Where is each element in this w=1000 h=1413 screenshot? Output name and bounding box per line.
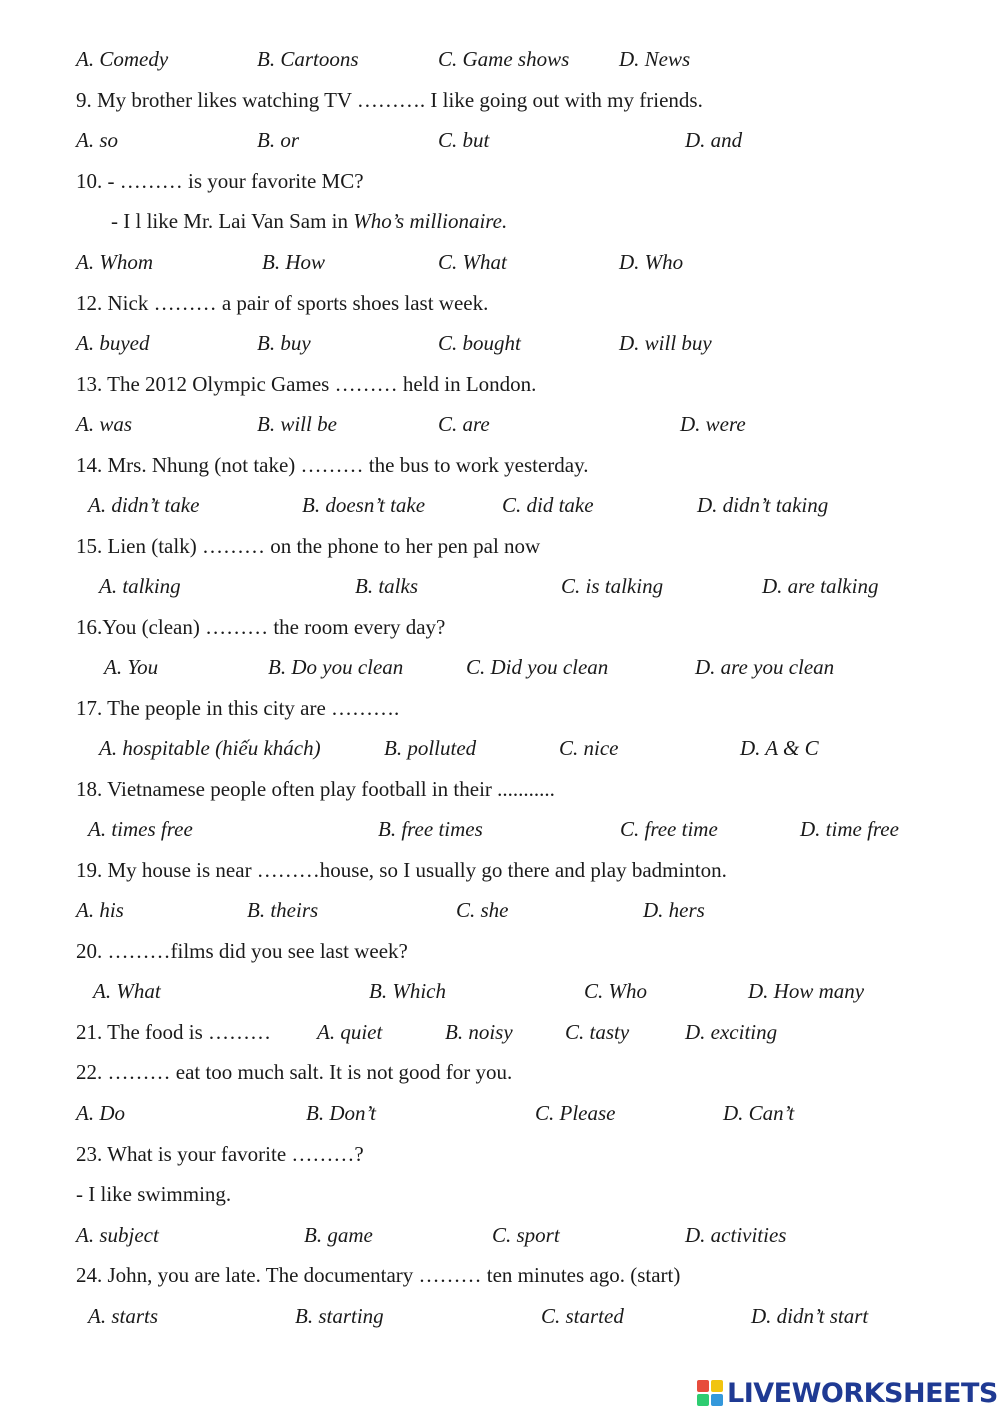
q20-option-a[interactable]: A. What [93,979,161,1003]
q16-option-d[interactable]: D. are you clean [695,655,835,679]
q21-stem: 21. The food is ……… [76,1020,272,1044]
q12-option-a[interactable]: A. buyed [76,331,150,355]
logo-square-2 [711,1380,723,1392]
q17-option-d[interactable]: D. A & C [740,736,819,760]
q12-stem: 12. Nick ……… a pair of sports shoes last week. [76,291,489,315]
liveworksheets-logo-icon [697,1380,723,1406]
q18-option-d[interactable]: D. time free [800,817,899,841]
logo-square-4 [711,1394,723,1406]
logo-square-1 [697,1380,709,1392]
q8-option-c[interactable]: C. Game shows [438,47,570,71]
q19-stem: 19. My house is near ………house, so I usually go there and play badminton. [76,858,727,882]
q23-option-d[interactable]: D. activities [685,1223,787,1247]
q15-option-a[interactable]: A. talking [99,574,181,598]
q9-option-c[interactable]: C. but [438,128,490,152]
q15-option-b[interactable]: B. talks [355,574,418,598]
q10-reply-title: Who’s millionaire. [353,209,508,233]
q24-option-c[interactable]: C. started [541,1304,624,1328]
q12-option-c[interactable]: C. bought [438,331,521,355]
q16-option-c[interactable]: C. Did you clean [466,655,609,679]
q16-option-b[interactable]: B. Do you clean [268,655,404,679]
liveworksheets-logo [697,1378,998,1408]
q22-option-b[interactable]: B. Don’t [306,1101,376,1125]
q13-option-d[interactable]: D. were [680,412,746,436]
q16-stem: 16.You (clean) ……… the room every day? [76,615,446,639]
q24-option-a[interactable]: A. starts [88,1304,159,1328]
q14-option-c[interactable]: C. did take [502,493,594,517]
q21-option-c[interactable]: C. tasty [565,1020,630,1044]
q12-option-b[interactable]: B. buy [257,331,311,355]
q21-option-d[interactable]: D. exciting [685,1020,778,1044]
q10-option-c[interactable]: C. What [438,250,507,274]
logo-square-3 [697,1394,709,1406]
q9-option-d[interactable]: D. and [685,128,743,152]
q13-option-b[interactable]: B. will be [257,412,337,436]
q23-option-b[interactable]: B. game [304,1223,373,1247]
q8-option-a[interactable]: A. Comedy [76,47,169,71]
q23-reply: - I like swimming. [76,1182,232,1206]
q22-stem: 22. ……… eat too much salt. It is not good for you. [76,1060,513,1084]
q10-reply [111,208,507,234]
q10-stem: 10. - ……… is your favorite MC? [76,169,364,193]
q20-option-d[interactable]: D. How many [748,979,865,1003]
q18-option-c[interactable]: C. free time [620,817,718,841]
q14-option-b[interactable]: B. doesn’t take [302,493,426,517]
q22-option-c[interactable]: C. Please [535,1101,616,1125]
q17-option-b[interactable]: B. polluted [384,736,477,760]
q8-option-d[interactable]: D. News [619,47,691,71]
q9-option-b[interactable]: B. or [257,128,299,152]
q15-option-c[interactable]: C. is talking [561,574,664,598]
q15-stem: 15. Lien (talk) ……… on the phone to her pen pal now [76,534,541,558]
q19-option-c[interactable]: C. she [456,898,509,922]
q8-option-b[interactable]: B. Cartoons [257,47,359,71]
q13-option-a[interactable]: A. was [76,412,133,436]
q24-stem: 24. John, you are late. The documentary ……… ten minutes ago. (start) [76,1263,681,1287]
q19-option-d[interactable]: D. hers [643,898,705,922]
q20-stem: 20. ………films did you see last week? [76,939,408,963]
q9-stem: 9. My brother likes watching TV ………. I like going out with my friends. [76,88,703,112]
q20-option-c[interactable]: C. Who [584,979,647,1003]
q18-stem: 18. Vietnamese people often play football in their ........... [76,777,555,801]
q17-stem: 17. The people in this city are ………. [76,696,400,720]
q16-option-a[interactable]: A. You [104,655,159,679]
q10-option-a[interactable]: A. Whom [76,250,153,274]
q13-stem: 13. The 2012 Olympic Games ……… held in London. [76,372,537,396]
q9-option-a[interactable]: A. so [76,128,118,152]
q18-option-b[interactable]: B. free times [378,817,483,841]
q18-option-a[interactable]: A. times free [88,817,193,841]
q14-option-d[interactable]: D. didn’t taking [697,493,829,517]
q22-option-a[interactable]: A. Do [76,1101,125,1125]
q24-option-d[interactable]: D. didn’t start [751,1304,869,1328]
q20-option-b[interactable]: B. Which [369,979,446,1003]
q17-option-a[interactable]: A. hospitable (hiếu khách) [99,736,321,760]
q14-option-a[interactable]: A. didn’t take [88,493,200,517]
q15-option-d[interactable]: D. are talking [762,574,879,598]
q23-option-a[interactable]: A. subject [76,1223,159,1247]
q14-stem: 14. Mrs. Nhung (not take) ……… the bus to work yesterday. [76,453,589,477]
q19-option-b[interactable]: B. theirs [247,898,319,922]
q12-option-d[interactable]: D. will buy [619,331,712,355]
q13-option-c[interactable]: C. are [438,412,490,436]
q10-option-b[interactable]: B. How [262,250,325,274]
q10-reply-text: - I l like Mr. Lai Van Sam in [111,209,354,233]
q24-option-b[interactable]: B. starting [295,1304,384,1328]
q23-stem: 23. What is your favorite ………? [76,1142,364,1166]
q10-option-d[interactable]: D. Who [619,250,684,274]
q21-option-b[interactable]: B. noisy [445,1020,513,1044]
q23-option-c[interactable]: C. sport [492,1223,560,1247]
q17-option-c[interactable]: C. nice [559,736,619,760]
q19-option-a[interactable]: A. his [76,898,124,922]
q21-option-a[interactable]: A. quiet [317,1020,383,1044]
logo-text: LIVEWORKSHEETS [727,1377,998,1409]
q22-option-d[interactable]: D. Can’t [723,1101,795,1125]
